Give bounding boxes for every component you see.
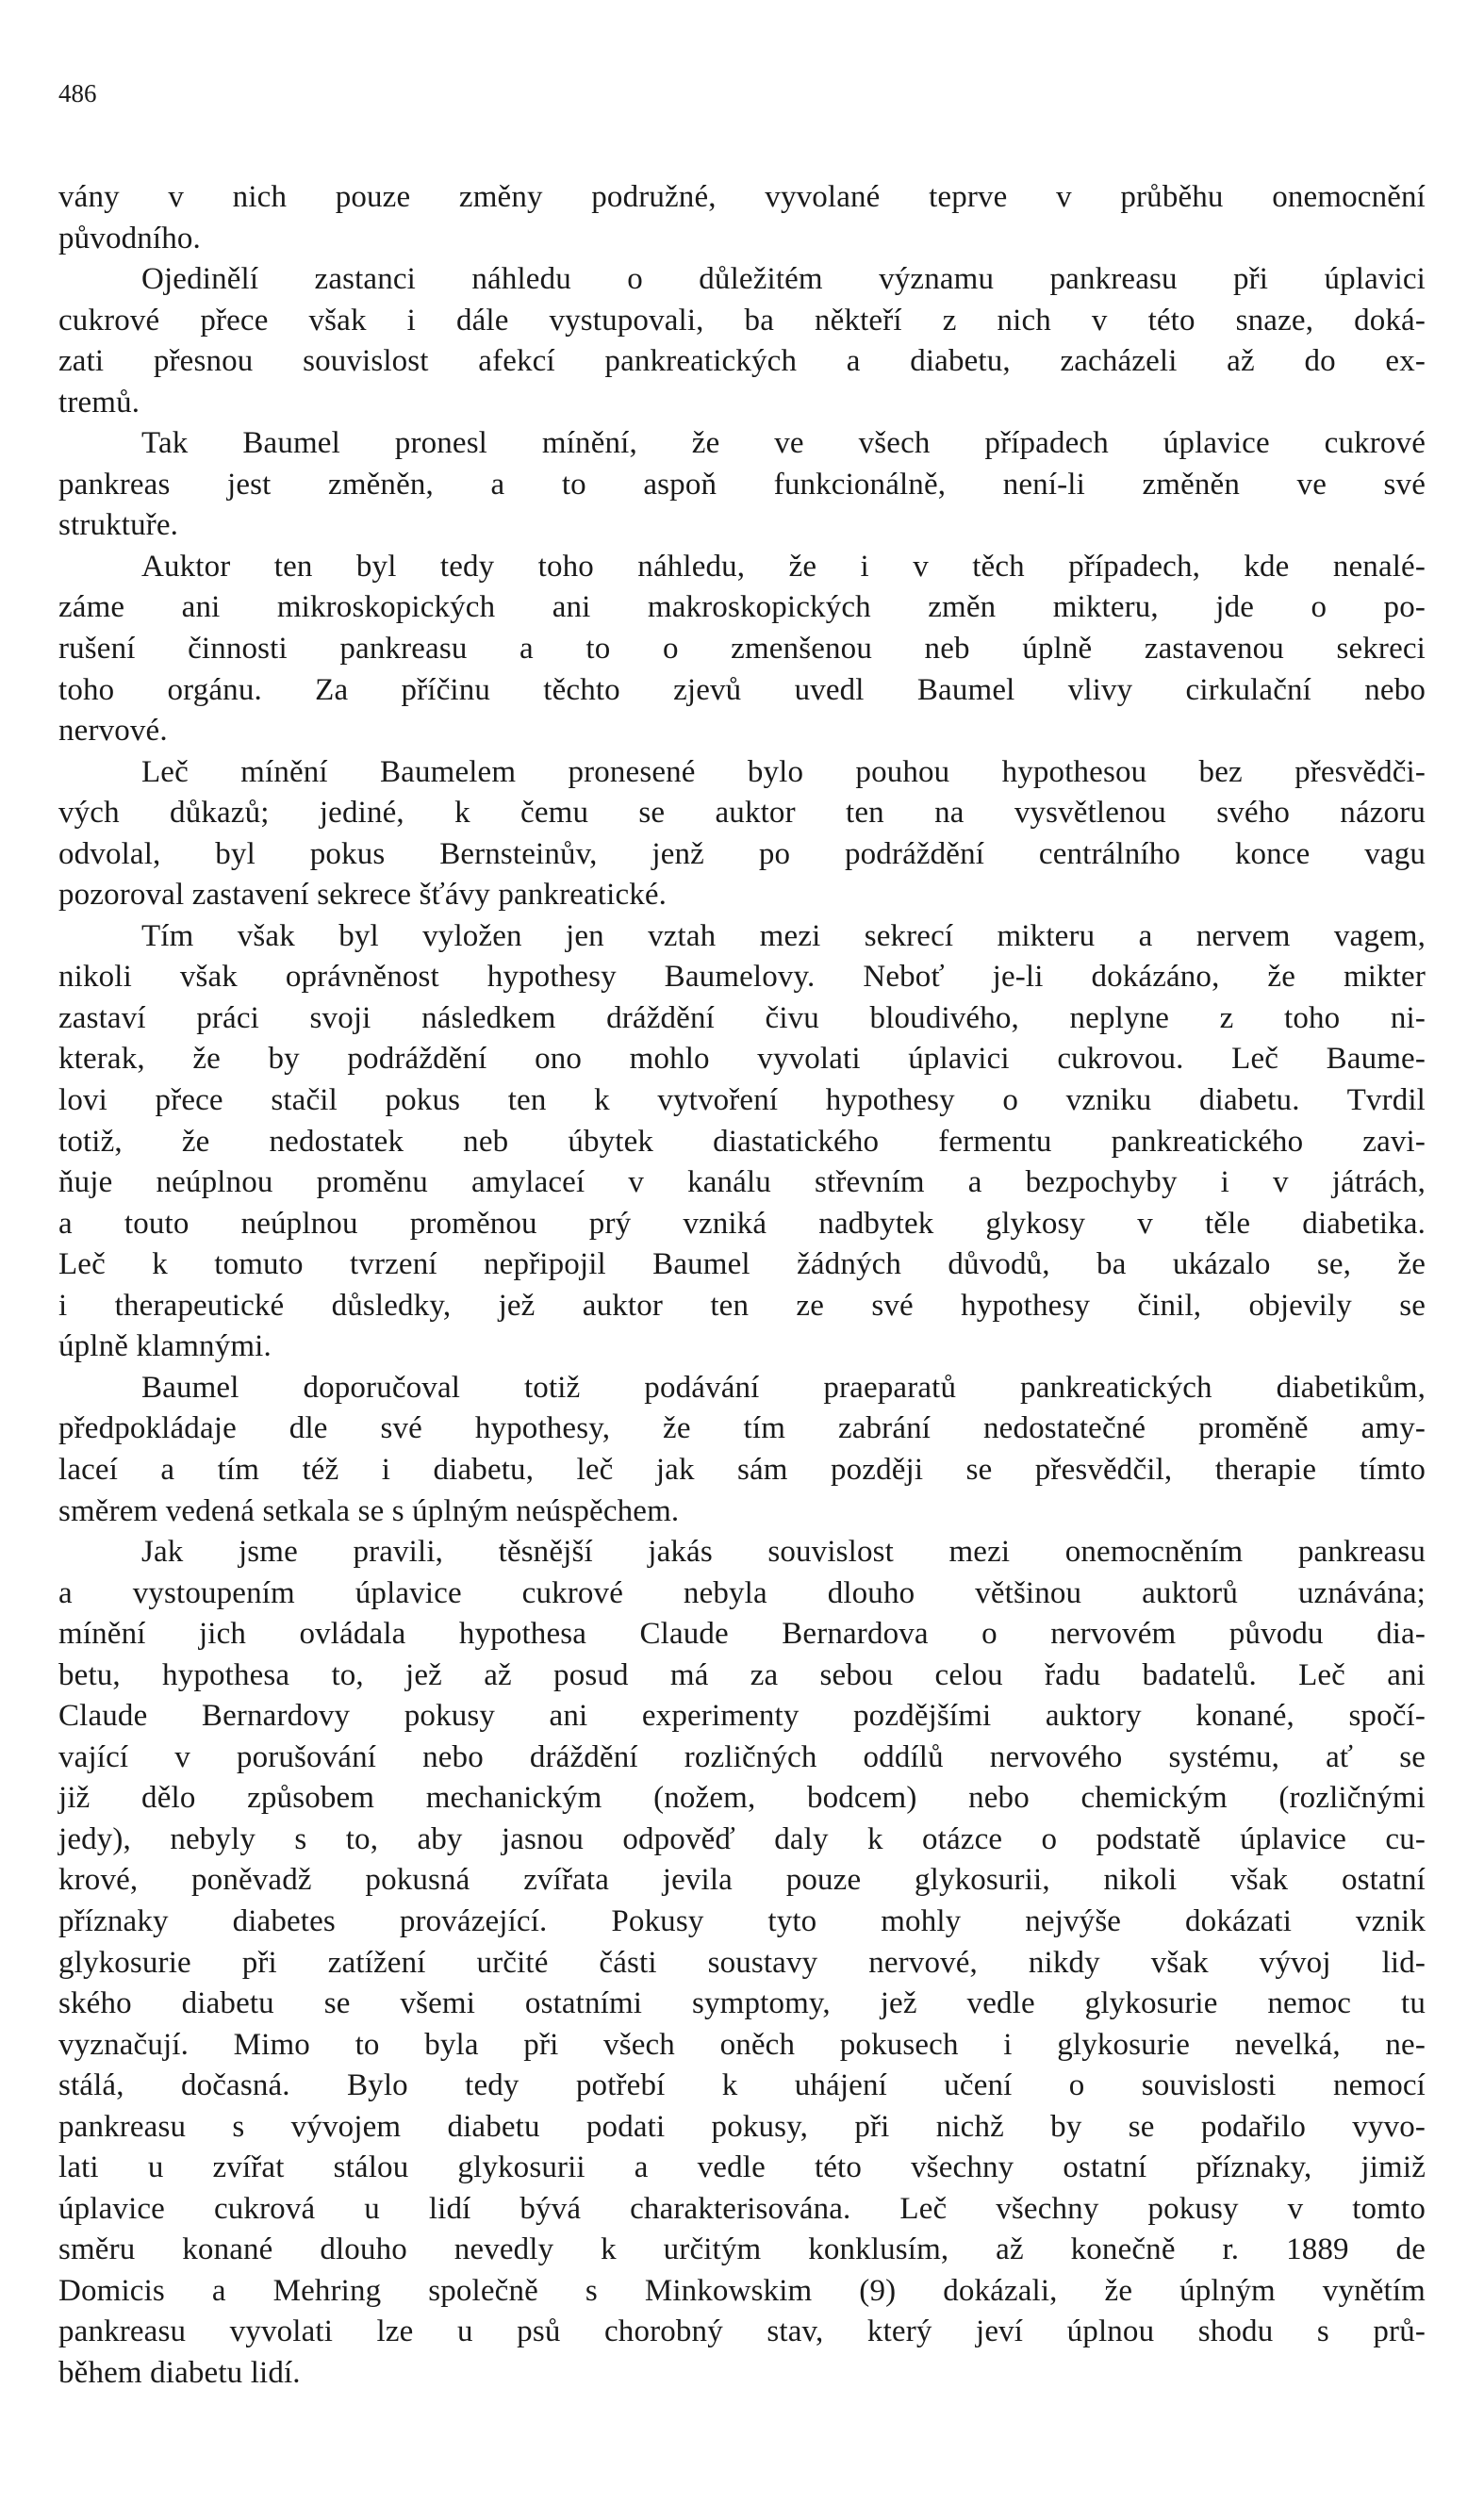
text-line: odvolal, byl pokus Bernsteinův, jenž po podráždění centrálního konce vagu (58, 836, 1426, 871)
text-line: toho orgánu. Za příčinu těchto zjevů uvedl Baumel vlivy cirkulační nebo (58, 672, 1426, 707)
text-line: Baumel doporučoval totiž podávání praeparatů pankreatických diabetikům, (141, 1370, 1426, 1405)
text-line: struktuře. (58, 508, 179, 543)
text-line: totiž, že nedostatek neb úbytek diastatického fermentu pankreatického zavi- (58, 1124, 1426, 1159)
text-line: Auktor ten byl tedy toho náhledu, že i v těch případech, kde nenalé- (141, 549, 1426, 584)
text-line: již dělo způsobem mechanickým (nožem, bodcem) nebo chemickým (rozličnými (58, 1781, 1426, 1816)
text-line: kterak, že by podráždění ono mohlo vyvolati úplavici cukrovou. Leč Baume- (58, 1042, 1426, 1077)
text-line: příznaky diabetes provázející. Pokusy tyto mohly nejvýše dokázati vznik (58, 1903, 1426, 1938)
text-line: Ojedinělí zastanci náhledu o důležitém významu pankreasu při úplavici (141, 262, 1426, 297)
text-line: pankreas jest změněn, a to aspoň funkcionálně, není-li změněn ve své (58, 467, 1426, 502)
text-line: vány v nich pouze změny podružné, vyvolané teprve v průběhu onemocnění (58, 180, 1426, 214)
text-line: lati u zvířat stálou glykosurii a vedle této všechny ostatní příznaky, jimiž (58, 2150, 1426, 2185)
text-line: Jak jsme pravili, těsnější jakás souvislost mezi onemocněním pankreasu (141, 1535, 1426, 1570)
text-line: betu, hypothesa to, jež až posud má za sebou celou řadu badatelů. Leč ani (58, 1657, 1426, 1692)
text-line: cukrové přece však i dále vystupovali, ba někteří z nich v této snaze, doká- (58, 303, 1426, 338)
text-line: Claude Bernardovy pokusy ani experimenty pozdějšími auktory konané, spočí- (58, 1699, 1426, 1734)
text-line: vající v porušování nebo dráždění rozličných oddílů nervového systému, ať se (58, 1739, 1426, 1774)
text-line: pankreasu s vývojem diabetu podati pokusy, při nichž by se podařilo vyvo- (58, 2109, 1426, 2144)
text-line: ského diabetu se všemi ostatními symptomy, jež vedle glykosurie nemoc tu (58, 1986, 1426, 2021)
text-line: a vystoupením úplavice cukrové nebyla dlouho většinou auktorů uznávána; (58, 1575, 1426, 1610)
text-line: Tím však byl vyložen jen vztah mezi sekrecí mikteru a nervem vagem, (141, 918, 1426, 953)
page-number: 486 (58, 79, 97, 107)
text-line: nikoli však oprávněnost hypothesy Baumelovy. Neboť je-li dokázáno, že mikter (58, 960, 1426, 995)
text-line: předpokládaje dle své hypothesy, že tím zabrání nedostatečné proměně amy- (58, 1411, 1426, 1446)
text-line: ňuje neúplnou proměnu amylaceí v kanálu střevním a bezpochyby i v játrách, (58, 1165, 1426, 1200)
text-line: mínění jich ovládala hypothesa Claude Bernardova o nervovém původu dia- (58, 1617, 1426, 1652)
body-text (58, 177, 1426, 2395)
text-line: pankreasu vyvolati lze u psů chorobný stav, který jeví úplnou shodu s prů- (58, 2314, 1426, 2349)
text-line: Domicis a Mehring společně s Minkowskim (9) dokázali, že úplným vynětím (58, 2273, 1426, 2308)
text-line: laceí a tím též i diabetu, leč jak sám později se přesvědčil, therapie tímto (58, 1452, 1426, 1487)
text-line: směrem vedená setkala se s úplným neúspěchem. (58, 1493, 680, 1528)
text-line: lovi přece stačil pokus ten k vytvoření hypothesy o vzniku diabetu. Tvrdil (58, 1083, 1426, 1118)
text-line: jedy), nebyly s to, aby jasnou odpověď daly k otázce o podstatě úplavice cu- (58, 1821, 1426, 1856)
text-line: vyznačují. Mimo to byla při všech oněch pokusech i glykosurie nevelká, ne- (58, 2027, 1426, 2062)
text-line: vých důkazů; jediné, k čemu se auktor ten na vysvětlenou svého názoru (58, 796, 1426, 831)
text-line: během diabetu lidí. (58, 2355, 301, 2390)
text-line: a touto neúplnou proměnou prý vzniká nadbytek glykosy v těle diabetika. (58, 1206, 1426, 1241)
text-line: původního. (58, 221, 201, 255)
text-line: úplavice cukrová u lidí bývá charakterisována. Leč všechny pokusy v tomto (58, 2191, 1426, 2226)
text-line: zati přesnou souvislost afekcí pankreatických a diabetu, zacházeli až do ex- (58, 344, 1426, 379)
text-line: tremů. (58, 385, 140, 420)
text-line: Tak Baumel pronesl mínění, že ve všech případech úplavice cukrové (141, 426, 1426, 461)
text-line: pozoroval zastavení sekrece šťávy pankreatické. (58, 878, 668, 913)
text-line: glykosurie při zatížení určité části soustavy nervové, nikdy však vývoj lid- (58, 1945, 1426, 1980)
text-line: úplně klamnými. (58, 1329, 272, 1364)
text-line: rušení činnosti pankreasu a to o zmenšenou neb úplně zastavenou sekreci (58, 632, 1426, 667)
text-line: Leč k tomuto tvrzení nepřipojil Baumel žádných důvodů, ba ukázalo se, že (58, 1247, 1426, 1282)
text-line: stálá, dočasná. Bylo tedy potřebí k uhájení učení o souvislosti nemocí (58, 2068, 1426, 2103)
text-line: krové, poněvadž pokusná zvířata jevila pouze glykosurii, nikoli však ostatní (58, 1863, 1426, 1898)
text-line: zastaví práci svoji následkem dráždění čivu bloudivého, neplyne z toho ni- (58, 1000, 1426, 1035)
text-line: směru konané dlouho nevedly k určitým konklusím, až konečně r. 1889 de (58, 2232, 1426, 2267)
text-line: i therapeutické důsledky, jež auktor ten ze své hypothesy činil, objevily se (58, 1288, 1426, 1323)
text-line: Leč mínění Baumelem pronesené bylo pouhou hypothesou bez přesvědči- (141, 754, 1426, 789)
text-line: záme ani mikroskopických ani makroskopických změn mikteru, jde o po- (58, 590, 1426, 625)
text-line: nervové. (58, 714, 168, 749)
